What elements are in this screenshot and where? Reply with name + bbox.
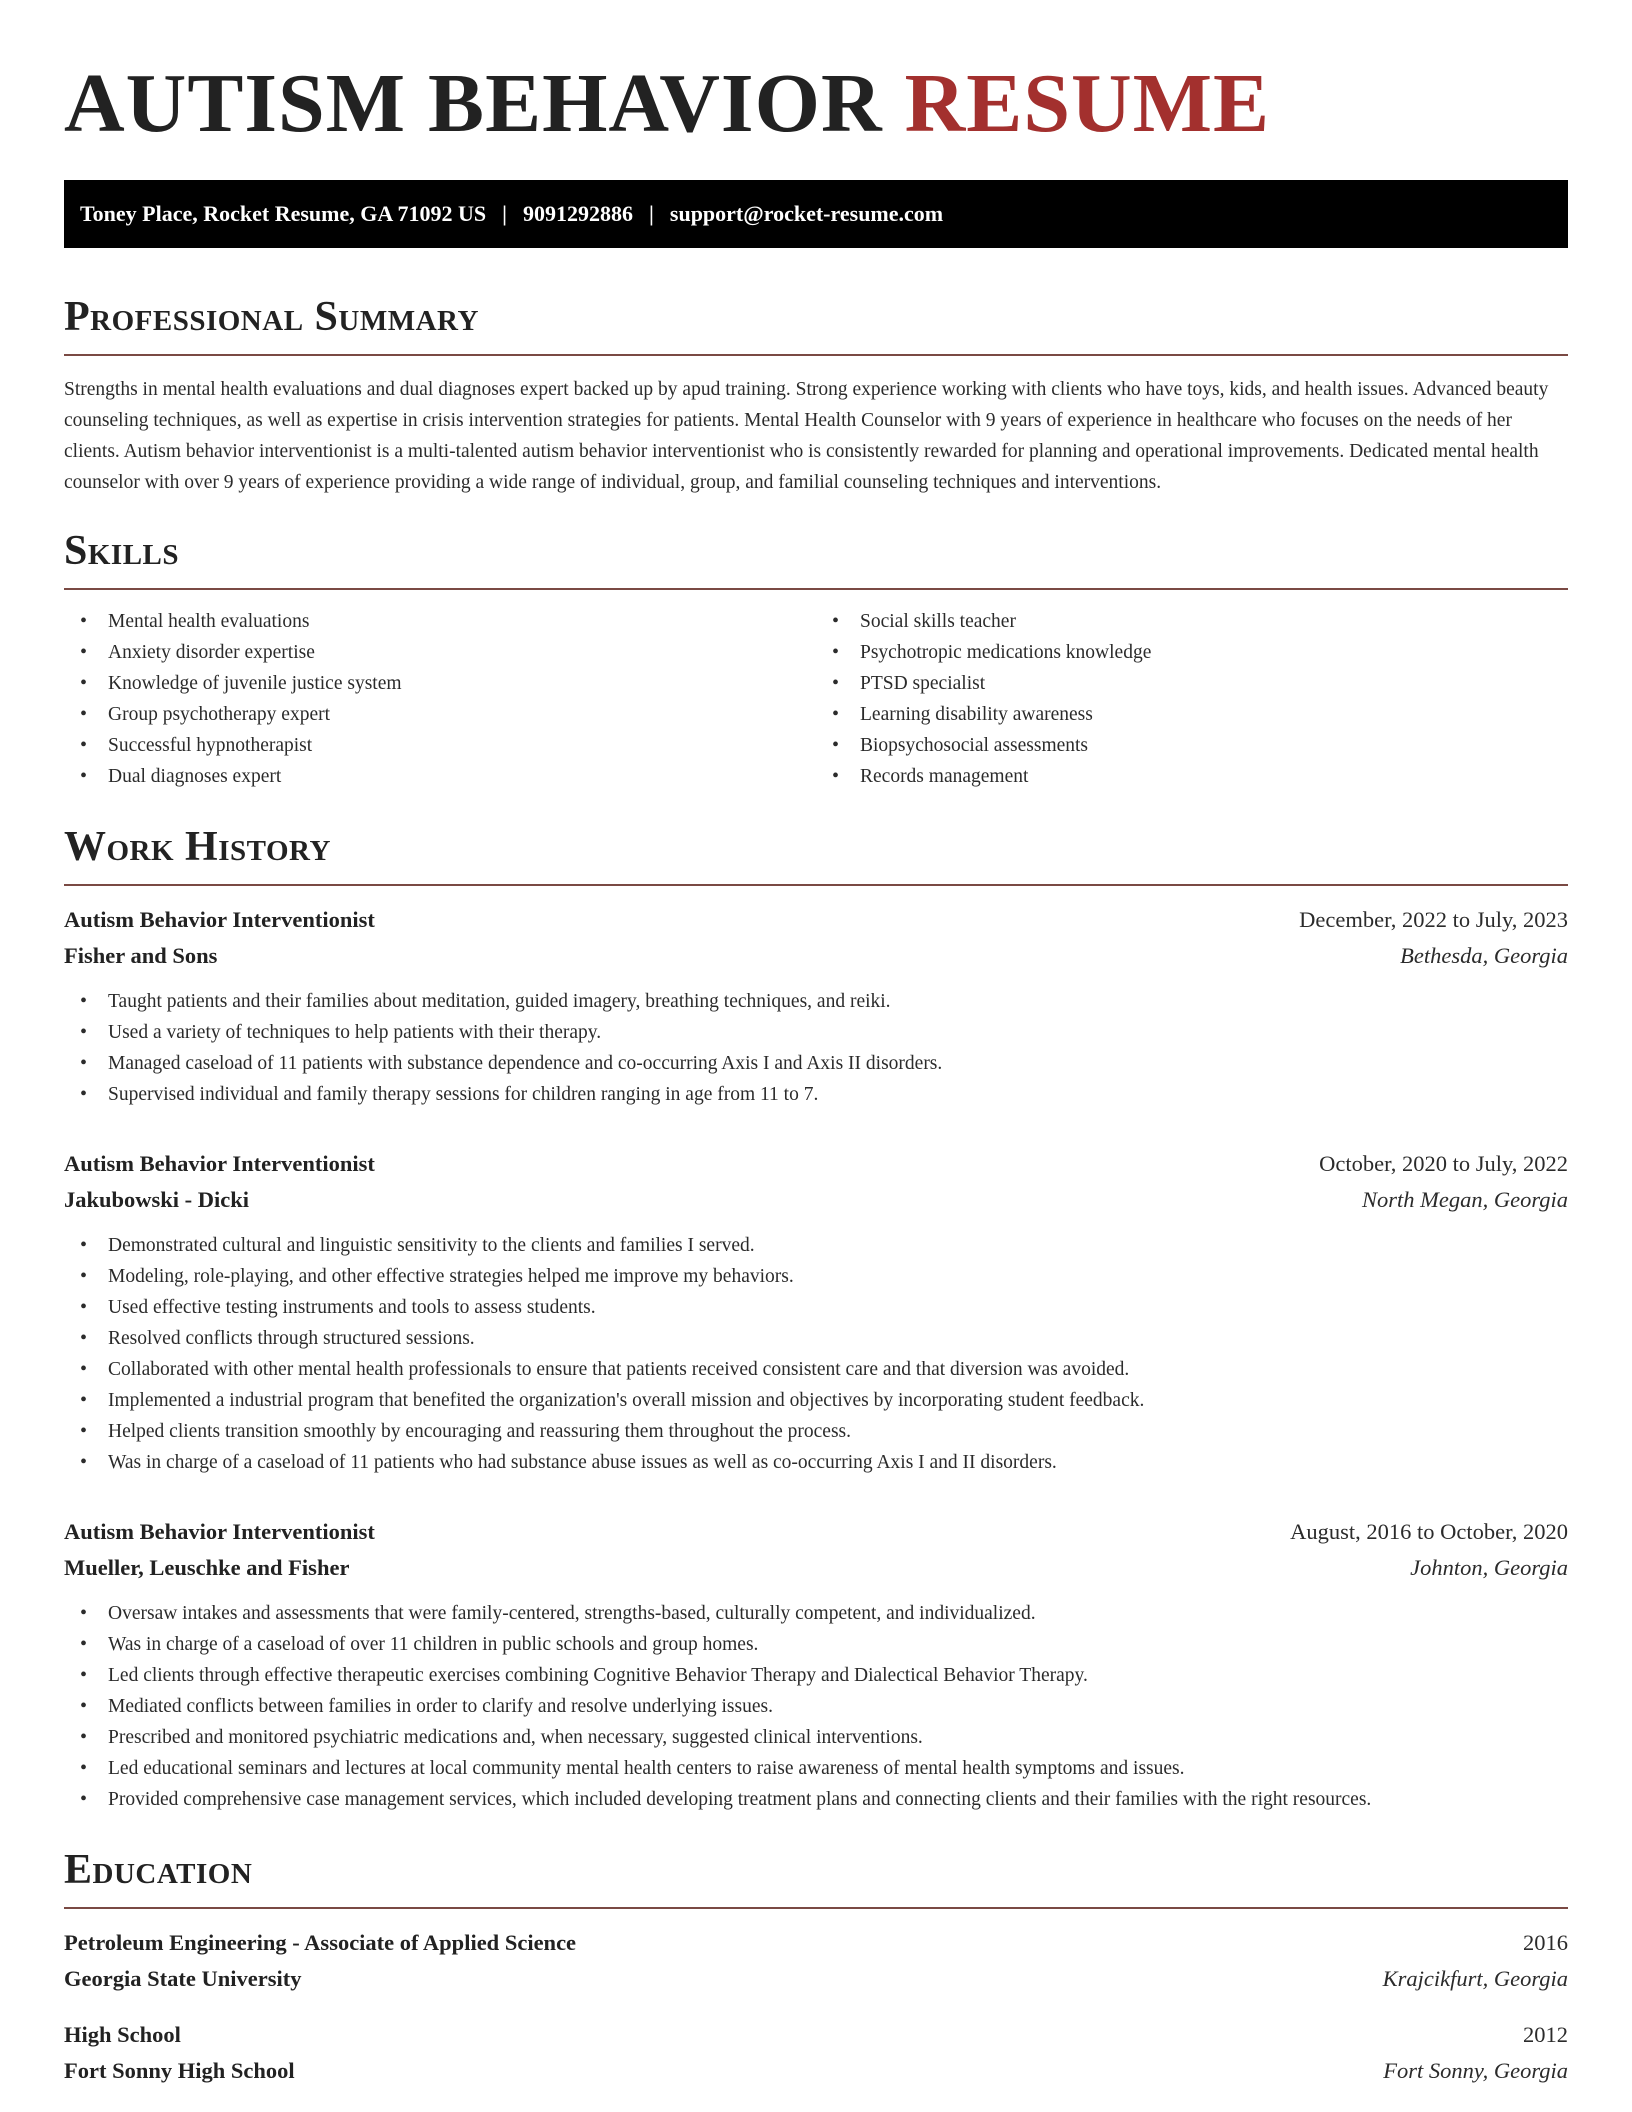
skill-item: • Learning disability awareness <box>816 699 1568 730</box>
job-bullet: • Was in charge of a caseload of 11 patients who had substance abuse issues as well as co-occurring Axis I and II disorders. <box>64 1447 1568 1478</box>
skills-columns <box>64 606 1568 792</box>
education-location: Krajcikfurt, Georgia <box>1382 1966 1568 1992</box>
summary-heading: Professional Summary <box>64 294 479 341</box>
job-entry <box>64 1146 1568 1478</box>
education-entry <box>64 2017 1568 2089</box>
education-school-row <box>64 1961 1568 1997</box>
skill-item: • Biopsychosocial assessments <box>816 730 1568 761</box>
education-school-row <box>64 2053 1568 2089</box>
skills-section <box>64 530 1568 792</box>
job-company-row <box>64 1550 1568 1586</box>
education-school: Fort Sonny High School <box>64 2058 295 2084</box>
job-bullet: • Managed caseload of 11 patients with substance dependence and co-occurring Axis I and Axis II disorders. <box>64 1048 1568 1079</box>
job-bullets <box>64 1230 1568 1478</box>
skills-list-left <box>64 606 816 792</box>
skill-item: • Psychotropic medications knowledge <box>816 637 1568 668</box>
job-dates: August, 2016 to October, 2020 <box>1290 1519 1568 1545</box>
title-accent: RESUME <box>904 57 1271 150</box>
education-header-row <box>64 2017 1568 2053</box>
job-bullet: • Used a variety of techniques to help patients with their therapy. <box>64 1017 1568 1048</box>
skill-item: • Mental health evaluations <box>64 606 816 637</box>
skills-heading: Skills <box>64 528 180 575</box>
section-divider <box>64 354 1568 356</box>
education-header-row <box>64 1925 1568 1961</box>
skill-item: • Knowledge of juvenile justice system <box>64 668 816 699</box>
job-company: Jakubowski - Dicki <box>64 1187 250 1213</box>
job-bullet: • Led educational seminars and lectures at local community mental health centers to raise awareness of mental health symptoms and issues. <box>64 1753 1568 1784</box>
summary-section <box>64 296 1568 498</box>
job-company: Mueller, Leuschke and Fisher <box>64 1555 350 1581</box>
section-divider <box>64 588 1568 590</box>
work-history-section <box>64 826 1568 1815</box>
work-history-heading: Work History <box>64 824 331 871</box>
summary-text: Strengths in mental health evaluations and dual diagnoses expert backed up by apud training. Strong experience working with clients who have toys, kids, and health issues. Advanced beauty counseling techniques, as well as expertise in crisis intervention strategies for patients. Mental Health Counselor with 9 years of experience in healthcare who focuses on the needs of her clients. Autism behavior interventionist is a multi-talented autism behavior interventionist who is consistently rewarded for planning and operational improvements. Dedicated mental health counselor with over 9 years of experience providing a wide range of individual, group, and familial counseling techniques and interventions. <box>64 379 1549 494</box>
job-header-row <box>64 1514 1568 1550</box>
job-location: Bethesda, Georgia <box>1400 943 1568 969</box>
job-title: Autism Behavior Interventionist <box>64 1519 375 1545</box>
contact-phone[interactable]: 9091292886 <box>523 201 634 227</box>
contact-separator: | <box>502 201 508 227</box>
job-bullets <box>64 986 1568 1110</box>
skill-item: • Records management <box>816 761 1568 792</box>
job-dates: December, 2022 to July, 2023 <box>1299 907 1568 933</box>
education-school: Georgia State University <box>64 1966 302 1992</box>
job-company-row <box>64 938 1568 974</box>
skill-item: • Dual diagnoses expert <box>64 761 816 792</box>
job-company: Fisher and Sons <box>64 943 218 969</box>
job-bullet: • Collaborated with other mental health professionals to ensure that patients received consistent care and that diversion was avoided. <box>64 1354 1568 1385</box>
job-bullet: • Supervised individual and family therapy sessions for children ranging in age from 11 to 7. <box>64 1079 1568 1110</box>
skill-item: • Anxiety disorder expertise <box>64 637 816 668</box>
education-entry <box>64 1925 1568 1997</box>
job-bullet: • Provided comprehensive case management services, which included developing treatment plans and connecting clients and their families with the right resources. <box>64 1784 1568 1815</box>
education-location: Fort Sonny, Georgia <box>1383 2058 1568 2084</box>
education-year: 2016 <box>1523 1930 1568 1956</box>
job-bullet: • Resolved conflicts through structured sessions. <box>64 1323 1568 1354</box>
job-header-row <box>64 1146 1568 1182</box>
job-bullets <box>64 1598 1568 1815</box>
section-divider <box>64 884 1568 886</box>
contact-email[interactable]: support@rocket-resume.com <box>669 201 944 227</box>
education-year: 2012 <box>1523 2022 1568 2048</box>
section-divider <box>64 1907 1568 1909</box>
job-bullet: • Helped clients transition smoothly by encouraging and reassuring them throughout the process. <box>64 1416 1568 1447</box>
job-bullet: • Prescribed and monitored psychiatric medications and, when necessary, suggested clinical interventions. <box>64 1722 1568 1753</box>
job-bullet: • Mediated conflicts between families in order to clarify and resolve underlying issues. <box>64 1691 1568 1722</box>
education-degree: Petroleum Engineering - Associate of Applied Science <box>64 1930 577 1956</box>
job-bullet: • Demonstrated cultural and linguistic sensitivity to the clients and families I served. <box>64 1230 1568 1261</box>
education-section <box>64 1849 1568 2089</box>
job-entry <box>64 1514 1568 1815</box>
job-bullet: • Was in charge of a caseload of over 11 children in public schools and group homes. <box>64 1629 1568 1660</box>
resume-title <box>64 0 1568 150</box>
contact-bar <box>64 180 1568 248</box>
education-heading: Education <box>64 1847 253 1894</box>
job-company-row <box>64 1182 1568 1218</box>
job-location: Johnton, Georgia <box>1410 1555 1568 1581</box>
job-bullet: • Taught patients and their families about meditation, guided imagery, breathing techniques, and reiki. <box>64 986 1568 1017</box>
title-main: AUTISM BEHAVIOR <box>64 57 883 150</box>
contact-separator: | <box>649 201 654 227</box>
skill-item: • Successful hypnotherapist <box>64 730 816 761</box>
job-header-row <box>64 902 1568 938</box>
skill-item: • Group psychotherapy expert <box>64 699 816 730</box>
skill-item: • PTSD specialist <box>816 668 1568 699</box>
job-bullet: • Implemented a industrial program that benefited the organization's overall mission and objectives by incorporating student feedback. <box>64 1385 1568 1416</box>
job-bullet: • Led clients through effective therapeutic exercises combining Cognitive Behavior Therapy and Dialectical Behavior Therapy. <box>64 1660 1568 1691</box>
education-degree: High School <box>64 2022 181 2048</box>
job-location: North Megan, Georgia <box>1361 1187 1568 1213</box>
job-entry <box>64 902 1568 1110</box>
skills-list-right <box>816 606 1568 792</box>
job-bullet: • Oversaw intakes and assessments that were family-centered, strengths-based, culturally competent, and individualized. <box>64 1598 1568 1629</box>
contact-address: Toney Place, Rocket Resume, GA 71092 US <box>80 201 487 227</box>
job-dates: October, 2020 to July, 2022 <box>1319 1151 1568 1177</box>
job-bullet: • Used effective testing instruments and tools to assess students. <box>64 1292 1568 1323</box>
skill-item: • Social skills teacher <box>816 606 1568 637</box>
job-title: Autism Behavior Interventionist <box>64 907 375 933</box>
job-bullet: • Modeling, role-playing, and other effective strategies helped me improve my behaviors. <box>64 1261 1568 1292</box>
job-title: Autism Behavior Interventionist <box>64 1151 375 1177</box>
